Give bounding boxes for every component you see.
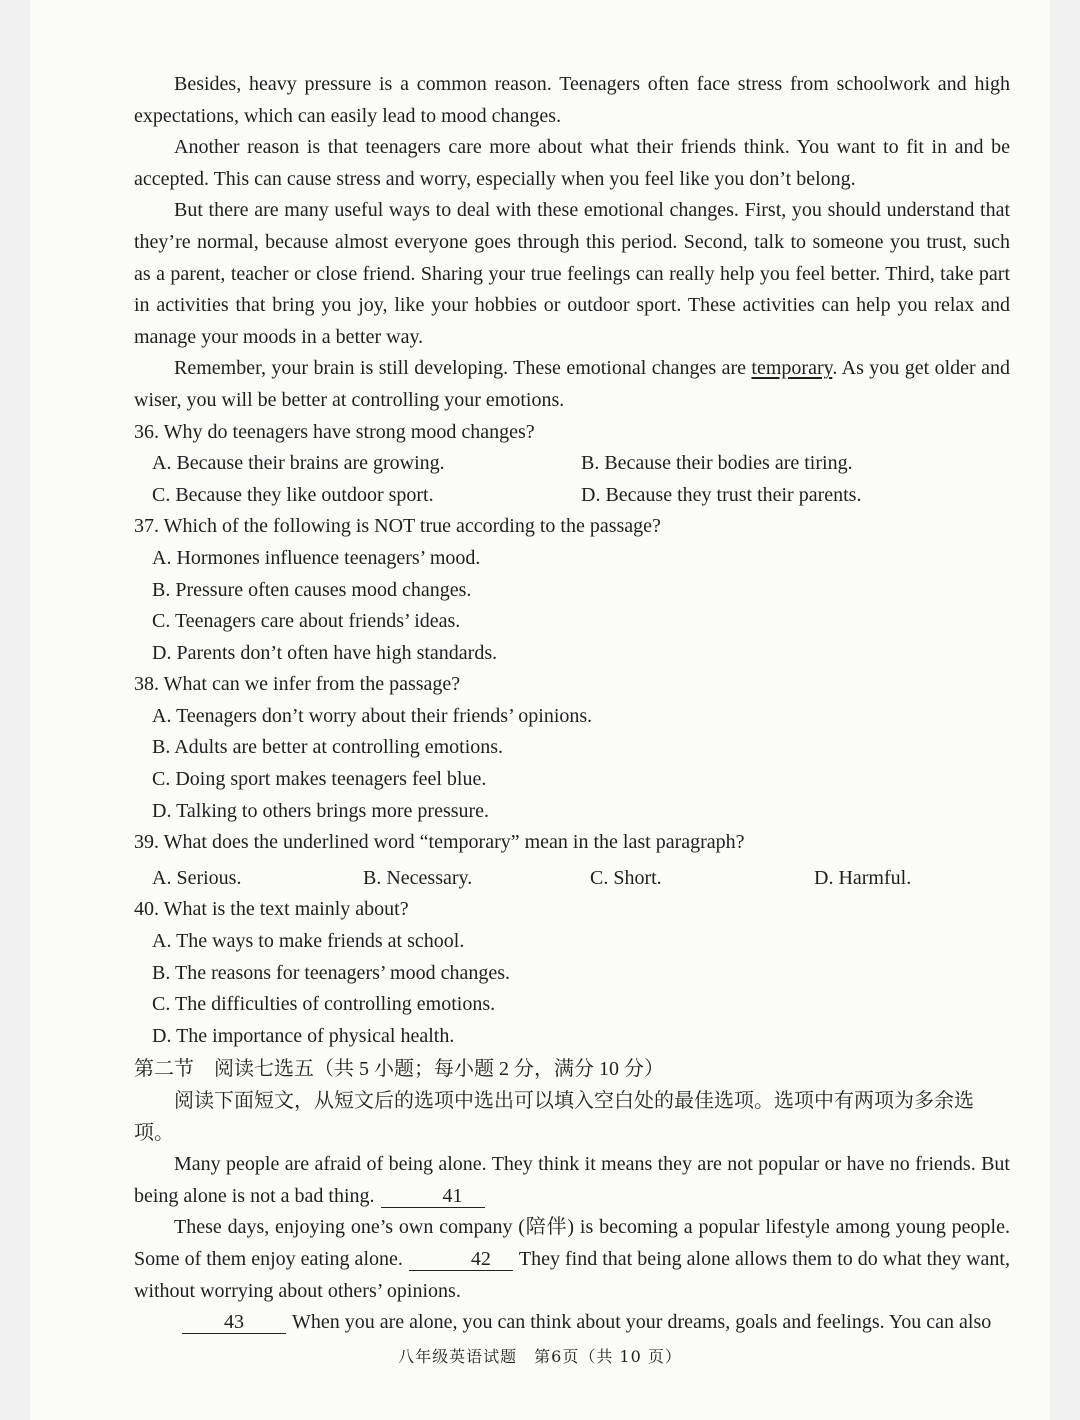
option-b: B. Adults are better at controlling emotions. — [152, 736, 504, 759]
option-b: B. Because their bodies are tiring. — [581, 452, 853, 475]
option-c: C. Short. — [590, 866, 662, 889]
option-b: B. The reasons for teenagers’ mood changes. — [152, 961, 511, 984]
option-d: D. Talking to others brings more pressure. — [152, 799, 490, 822]
option-d: D. Harmful. — [814, 866, 912, 889]
blank-43: 43 — [182, 1311, 286, 1334]
blank-41: 41 — [381, 1185, 485, 1208]
question-stem: 38. What can we infer from the passage? — [134, 673, 461, 696]
paragraph-4-after: . As you get older and wiser, you will be better at controlling your emotions. — [134, 357, 1010, 411]
passage2-paragraph-2 — [134, 1212, 1010, 1307]
passage-paragraph-1: Besides, heavy pressure is a common reason. Teenagers often face stress from schoolwork and high expectations, which can easily lead to mood changes. — [134, 73, 1010, 127]
question-38 — [134, 669, 1010, 827]
question-stem: 37. Which of the following is NOT true according to the passage? — [134, 515, 661, 538]
underlined-word: temporary — [751, 357, 833, 380]
option-b: B. Necessary. — [363, 866, 473, 889]
option-b: B. Pressure often causes mood changes. — [152, 578, 472, 601]
paragraph-text-after: They find that being alone allows them to do what they want, without worrying about others’ opinions. — [134, 1247, 1010, 1302]
passage2-paragraph-3 — [134, 1307, 1010, 1339]
question-stem: 39. What does the underlined word “temporary” mean in the last paragraph? — [134, 831, 745, 854]
question-stem: 40. What is the text mainly about? — [134, 898, 409, 921]
page-footer: 八年级英语试题 第6页（共 10 页） — [398, 1347, 682, 1366]
paragraph-text: When you are alone, you can think about your dreams, goals and feelings. You can also — [292, 1311, 992, 1334]
option-c: C. Teenagers care about friends’ ideas. — [152, 610, 461, 633]
question-40 — [134, 894, 1010, 1052]
paragraph-4-before: Remember, your brain is still developing. These emotional changes are — [174, 357, 752, 380]
option-c: C. The difficulties of controlling emotions. — [152, 993, 496, 1016]
section-instruction: 阅读下面短文，从短文后的选项中选出可以填入空白处的最佳选项。选项中有两项为多余选项。 — [134, 1090, 974, 1144]
question-37 — [134, 511, 1010, 669]
section-heading: 第二节 阅读七选五（共 5 小题；每小题 2 分，满分 10 分） — [134, 1058, 664, 1081]
question-stem: 36. Why do teenagers have strong mood changes? — [134, 420, 535, 443]
option-a: A. Serious. — [152, 866, 242, 889]
question-36 — [134, 417, 1010, 512]
option-a: A. Teenagers don’t worry about their friends’ opinions. — [152, 704, 593, 727]
blank-42: 42 — [409, 1248, 513, 1271]
paragraph-text: Many people are afraid of being alone. They think it means they are not popular or have no friends. But being alone is not a bad thing. — [134, 1153, 1010, 1207]
passage-paragraph-2: Another reason is that teenagers care more about what their friends think. You want to fit in and be accepted. This can cause stress and worry, especially when you feel like you don’t belong. — [134, 136, 1010, 190]
option-a: A. The ways to make friends at school. — [152, 930, 465, 953]
question-39 — [134, 827, 1010, 894]
option-d: D. The importance of physical health. — [152, 1024, 455, 1047]
page-content — [134, 69, 1010, 1339]
option-c: C. Because they like outdoor sport. — [152, 483, 434, 506]
option-d: D. Because they trust their parents. — [581, 483, 862, 506]
paragraph-text: These days, enjoying one’s own company (陪伴) is becoming a popular lifestyle among young people. Some of them enjoy eating alone. — [134, 1216, 1010, 1270]
exam-page — [30, 0, 1050, 1420]
option-c: C. Doing sport makes teenagers feel blue. — [152, 768, 487, 791]
options-row — [134, 863, 1010, 895]
passage-paragraph-3: But there are many useful ways to deal with these emotional changes. First, you should understand that they’re normal, because almost everyone goes through this period. Second, talk to someone you trust, such as a parent, teacher or close friend. Sharing your true feelings can really help you feel better. Third, take part in activities that bring you joy, like your hobbies or outdoor sport. These activities can help you relax and manage your moods in a better way. — [134, 199, 1010, 348]
option-a: A. Because their brains are growing. — [152, 452, 445, 475]
passage-paragraph-4 — [134, 353, 1010, 416]
option-d: D. Parents don’t often have high standards. — [152, 641, 498, 664]
option-a: A. Hormones influence teenagers’ mood. — [152, 546, 481, 569]
passage2-paragraph-1 — [134, 1149, 1010, 1212]
options-row — [134, 448, 1010, 480]
options-row — [134, 480, 1010, 512]
